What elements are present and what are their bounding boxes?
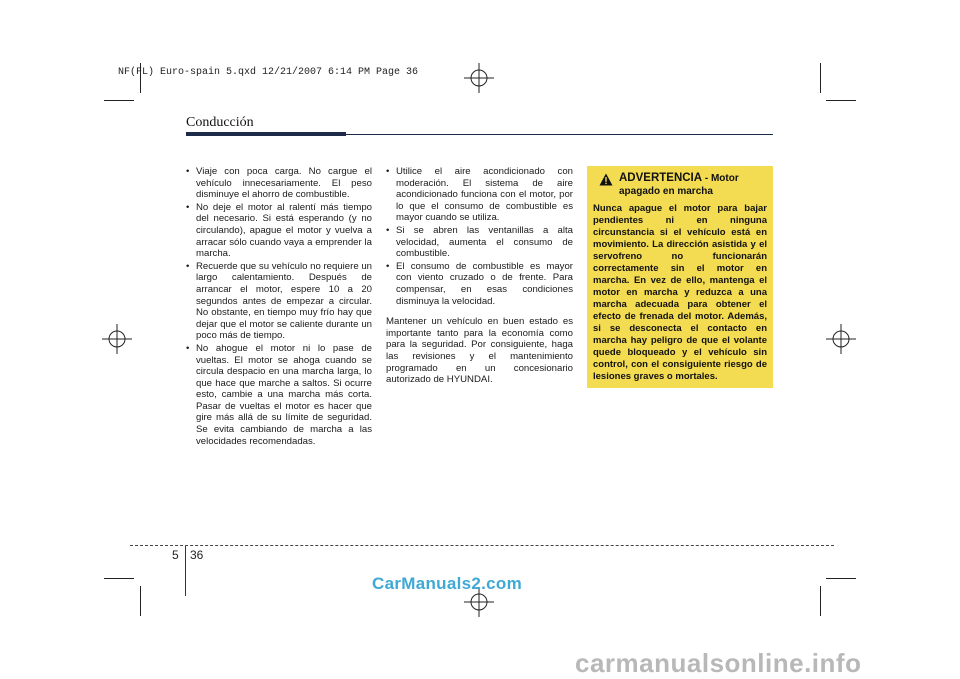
- crop-mark: [826, 100, 856, 101]
- registration-mark-right-icon: [826, 324, 856, 354]
- print-header: NF(FL) Euro-spain 5.qxd 12/21/2007 6:14 PM Page 36: [118, 67, 419, 78]
- list-item: • Viaje con poca carga. No cargue el vehículo innecesariamente. El peso disminuye el ahorro de combustible.: [186, 166, 372, 201]
- section-title: Conducción: [186, 115, 254, 130]
- warning-subtitle: - Motor apagado en marcha: [619, 173, 739, 197]
- chapter-number: 5: [172, 548, 179, 562]
- warning-box: [587, 166, 773, 388]
- crop-mark: [140, 586, 141, 616]
- list-item: • Si se abren las ventanillas a alta velocidad, aumenta el consumo de combustible.: [386, 225, 573, 260]
- page-number: 36: [190, 548, 204, 562]
- title-rule: [186, 132, 346, 136]
- warning-body: Nunca apague el motor para bajar pendientes ni en ninguna circunstancia si el vehículo está en movimiento. La dirección asistida y el servofreno no funcionarán correctamente sin el motor en marcha. En vez de ello, mantenga el motor en marcha y reduzca a una marcha adecuada para obtener el efecto de frenada del motor. Además, si se desconecta el contacto en marcha hay peligro de que el volante quede bloqueado y el vehículo sin control, con el consiguiente riesgo de lesiones graves o mortales.: [593, 203, 767, 382]
- crop-mark: [104, 578, 134, 579]
- warning-triangle-icon: [599, 173, 613, 186]
- crop-mark: [104, 100, 134, 101]
- watermark-link[interactable]: CarManuals2.com: [372, 574, 522, 593]
- text-column-1: [186, 166, 372, 448]
- page-number-divider: [185, 546, 186, 596]
- list-item: • El consumo de combustible es mayor con viento cruzado o de frente. Para compensar, en esas condiciones disminuya la velocidad.: [386, 261, 573, 307]
- list-item: • No ahogue el motor ni lo pase de vueltas. El motor se ahoga cuando se circula despacio en una marcha larga, lo que hace que marche a saltos. Si ocurre esto, cambie a una marcha más corta. Pasar de vueltas el motor es hacer que gire más allá de su límite de seguridad. Se evita cambiando de marcha a las velocidades recomendadas.: [186, 343, 372, 447]
- warning-header: [599, 172, 767, 198]
- registration-mark-left-icon: [102, 324, 132, 354]
- list-item: • Utilice el aire acondicionado con moderación. El sistema de aire acondicionado funciona con el motor, por lo que el consumo de combustible es mayor cuando se utiliza.: [386, 166, 573, 224]
- warning-title-main: ADVERTENCIA: [619, 172, 702, 184]
- crop-mark: [820, 586, 821, 616]
- footer-rule: [130, 545, 834, 546]
- registration-mark-top-icon: [464, 63, 494, 93]
- maintenance-paragraph: Mantener un vehículo en buen estado es importante tanto para la economía como para la seguridad. Por consiguiente, haga las revisiones y el mantenimiento programado en un concesionario autorizado de HYUNDAI.: [386, 316, 573, 386]
- list-item: • No deje el motor al ralentí más tiempo del necesario. Si está esperando (y no circulando), apague el motor y vuelva a arracar sólo cuando vaya a emprender la marcha.: [186, 202, 372, 260]
- title-rule: [346, 134, 773, 135]
- text-column-2: [386, 166, 573, 386]
- crop-mark: [826, 578, 856, 579]
- crop-mark: [820, 63, 821, 93]
- warning-title: [619, 172, 767, 198]
- footer-watermark: carmanualsonline.info: [575, 648, 862, 678]
- list-item: • Recuerde que su vehículo no requiere un largo calentamiento. Después de arrancar el motor, espere 10 a 20 segundos antes de empezar a circular. No obstante, en tiempo muy frío hay que dejar que el motor se caliente durante un poco más de tiempo.: [186, 261, 372, 342]
